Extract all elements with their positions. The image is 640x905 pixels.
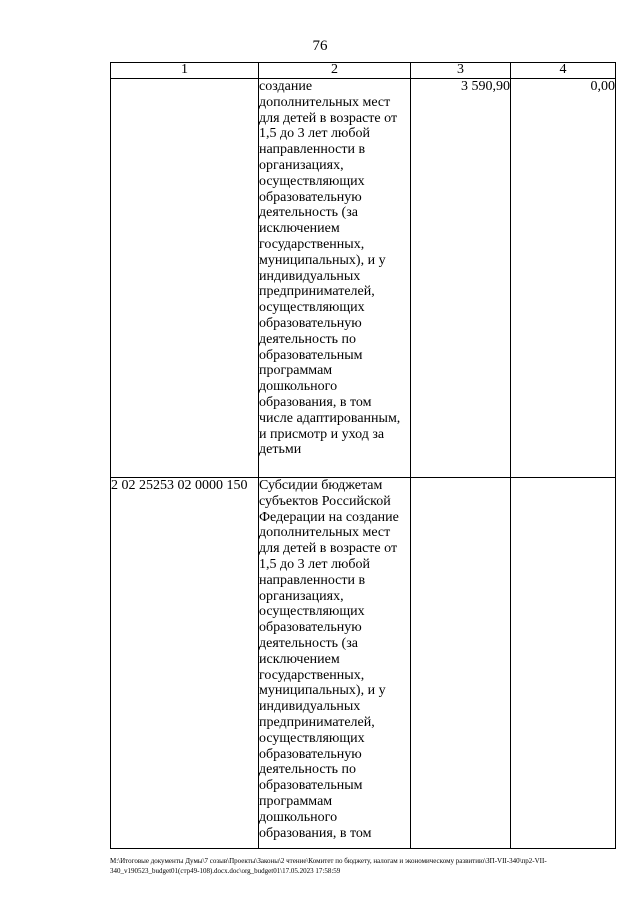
row-description bbox=[259, 478, 411, 849]
table-row bbox=[111, 79, 616, 478]
table-row bbox=[111, 478, 616, 849]
budget-table bbox=[110, 62, 616, 849]
page-number: 76 bbox=[312, 38, 328, 54]
row-description bbox=[259, 79, 411, 478]
row-description-text: создание дополнительных мест для детей в возрасте от 1,5 до 3 лет любой направленности в организациях, осуществляющих образовательную деятельность (за исключением государственных, муниципальных), и у индивидуальных предпринимателей, осуществляющих образовательную деятельность по образовательным программам дошкольного образования, в том числе адаптированным, и присмотр и уход за детьми bbox=[259, 79, 401, 458]
row-value-col4 bbox=[511, 478, 616, 849]
column-header-2: 2 bbox=[259, 63, 411, 79]
file-path-footer: М:\Итоговые документы Думы\7 созыв\Проекты\Законы\2 чтение\Комитет по бюджету, налогам и экономическому развитию\ЗП-VII-340\пр2-VII-340_v190523_budget01(стр49-108).docx.doc\org_budget01\17.05.2023 17:58:59 bbox=[110, 857, 547, 875]
column-header-1: 1 bbox=[111, 63, 259, 79]
table-header-row bbox=[111, 63, 616, 79]
row-value-col3: 3 590,90 bbox=[411, 79, 511, 478]
row-code bbox=[111, 79, 259, 478]
column-header-4: 4 bbox=[511, 63, 616, 79]
row-value-col4: 0,00 bbox=[511, 79, 616, 478]
row-code: 2 02 25253 02 0000 150 bbox=[111, 478, 259, 849]
row-value-col3 bbox=[411, 478, 511, 849]
row-description-text: Субсидии бюджетам субъектов Российской Федерации на создание дополнительных мест для детей в возрасте от 1,5 до 3 лет любой направленности в организациях, осуществляющих образовательную деятельность (за исключением государственных, муниципальных), и у индивидуальных предпринимателей, осуществляющих образовательную деятельность по образовательным программам дошкольного образования, в том bbox=[259, 478, 399, 841]
column-header-3: 3 bbox=[411, 63, 511, 79]
